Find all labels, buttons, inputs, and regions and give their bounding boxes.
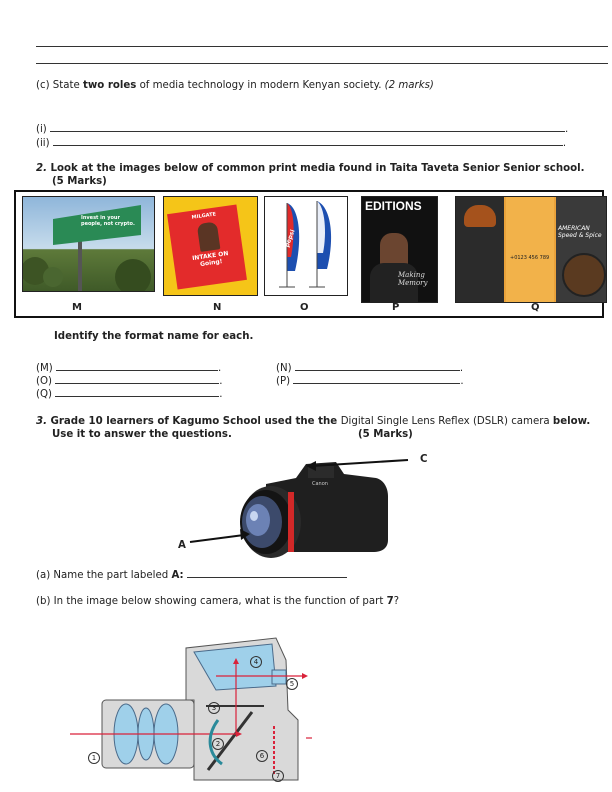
label-n: N [213,302,222,313]
answer-m[interactable]: (M) . [36,363,222,374]
diagram-number-4: 4 [250,656,262,668]
question-3-line2: Use it to answer the questions. [52,429,232,440]
answer-p[interactable]: (P) . [276,376,464,387]
camera-brand: Canon [312,481,328,487]
diagram-number-7: 7 [272,770,284,782]
answer-n[interactable]: (N) . [276,363,464,374]
question-2-marks: (5 Marks) [52,176,107,187]
question-3a: (a) Name the part labeled A: [36,568,347,581]
label-o: O [300,302,309,313]
diagram-number-5: 5 [286,678,298,690]
label-q: Q [531,302,540,313]
banner-brand: pepsi [283,228,297,249]
answer-line-top-1 [36,46,608,47]
diagram-number-3: 3 [208,702,220,714]
answer-q[interactable]: (Q) . [36,389,223,400]
food-bowl [562,253,606,297]
billboard-text: Invest in your people, not crypto. [81,215,135,227]
magazine-person [380,233,408,267]
label-m: M [72,302,82,313]
label-c: C [420,454,428,465]
poster-title: MILGATE [191,211,217,221]
poster-image [163,196,258,296]
brochure-phone: +0123 456 789 [510,255,550,261]
billboard-icon [23,197,154,291]
question-3-title: 3. Grade 10 learners of Kagumo School used the the Digital Single Lens Reflex (DSLR) camera below. [36,416,591,427]
feather-banner-image [264,196,348,296]
question-2-instruction: Identify the format name for each. [54,331,254,342]
burger-image [464,205,496,227]
magazine-cover-text: Making Memory [398,271,428,287]
brochure-title: AMERICAN Speed & Spice [558,225,602,239]
question-2-title: 2. Look at the images below of common print media found in Taita Taveta Senior Senior school. [36,163,585,174]
brochure-image [455,196,607,303]
question-3-marks: (5 Marks) [358,429,413,440]
poster-person [197,221,221,252]
answer-line-top-2 [36,63,608,64]
label-a: A [178,540,186,551]
answer-line-ii[interactable]: (ii) . [36,138,567,149]
pointer-arrows [0,452,612,572]
question-3b: (b) In the image below showing camera, what is the function of part 7? [36,596,400,607]
billboard-image [22,196,155,292]
diagram-number-1: 1 [88,752,100,764]
magazine-image [361,196,438,303]
answer-o[interactable]: (O) . [36,376,223,387]
dslr-cross-section-diagram [66,630,326,790]
answer-line-i[interactable]: (i) . [36,124,569,135]
question-c: (c) State two roles of media technology in modern Kenyan society. (2 marks) [36,80,434,91]
brochure-panel-mid [506,197,554,302]
poster-sheet [167,204,247,289]
label-p: P [392,302,400,313]
poster-headline: INTAKE ON Going! [191,250,229,269]
diagram-number-2: 2 [212,738,224,750]
banner-flag-icon [265,197,347,295]
diagram-number-6: 6 [256,750,268,762]
magazine-title: EDITIONS [365,199,422,213]
